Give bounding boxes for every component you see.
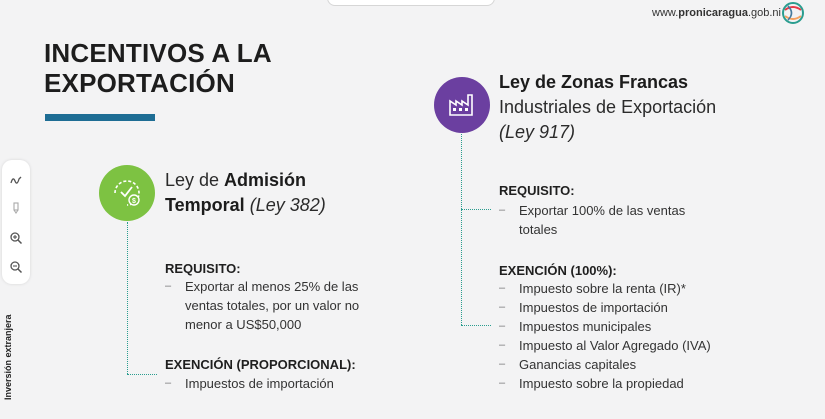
- zonas-francas-badge: [434, 77, 490, 133]
- annotation-toolbar: [2, 160, 30, 284]
- left-requisito-list: [165, 277, 395, 334]
- vertical-section-label: Inversión extranjera: [3, 314, 13, 400]
- svg-text:$: $: [132, 198, 136, 205]
- list-item: [499, 298, 799, 317]
- connector-vertical-right: [461, 134, 462, 325]
- list-item: [165, 374, 395, 393]
- list-item: [499, 279, 799, 298]
- list-item: [499, 355, 799, 374]
- factory-icon: [434, 77, 490, 133]
- list-item-text: Exportar 100% de las ventas totales: [519, 203, 686, 237]
- website-url: [652, 7, 781, 19]
- pen-icon[interactable]: [9, 173, 23, 187]
- admission-temporal-heading: [165, 168, 365, 218]
- title-line-2: EXPORTACIÓN: [44, 68, 235, 98]
- list-item-text: Impuesto sobre la propiedad: [519, 376, 684, 391]
- right-requisito-title: REQUISITO:: [499, 183, 575, 198]
- list-item-text: Exportar al menos 25% de las ventas totales, por un valor no menor a US$50,000: [185, 279, 360, 332]
- list-item-text: Impuestos de importación: [519, 300, 668, 315]
- website-prefix: www.: [652, 7, 679, 19]
- connector-horizontal-left: [127, 374, 157, 375]
- website-suffix: .gob.ni: [747, 7, 781, 19]
- heading-prefix: Ley de: [165, 170, 225, 190]
- dash-bullet-icon: –: [165, 280, 172, 292]
- right-exencion-list: [499, 279, 799, 393]
- list-item-text: Impuestos municipales: [519, 319, 652, 334]
- right-requisito-list: [499, 201, 709, 239]
- dash-bullet-icon: –: [499, 301, 506, 313]
- list-item: [499, 374, 799, 393]
- left-exencion-list: [165, 374, 395, 393]
- list-item-text: Impuestos de importación: [185, 376, 334, 391]
- highlighter-icon[interactable]: [9, 201, 23, 215]
- connector-horizontal-right-2: [461, 325, 491, 326]
- list-item: [499, 317, 799, 336]
- list-item: [499, 201, 709, 239]
- dash-bullet-icon: –: [499, 204, 506, 216]
- list-item: [499, 336, 799, 355]
- list-item-text: Impuesto al Valor Agregado (IVA): [519, 338, 711, 353]
- pronicaragua-logo-icon: [781, 1, 805, 25]
- left-requisito-title: REQUISITO:: [165, 261, 241, 276]
- list-item: [165, 277, 395, 334]
- connector-vertical-left: [127, 222, 128, 374]
- heading-law-number: (Ley 382): [249, 195, 326, 215]
- dash-bullet-icon: –: [499, 320, 506, 332]
- check-coin-icon: [99, 165, 155, 221]
- dash-bullet-icon: –: [499, 339, 506, 351]
- heading-law-name: Ley de Zonas Francas: [499, 72, 689, 92]
- dash-bullet-icon: –: [499, 358, 506, 370]
- title-line-1: INCENTIVOS A LA: [44, 38, 272, 68]
- zoom-in-icon[interactable]: [9, 231, 23, 245]
- website-domain-bold: pronicaragua: [678, 7, 748, 19]
- zoom-out-icon[interactable]: [9, 260, 23, 274]
- list-item-text: Ganancias capitales: [519, 357, 637, 372]
- heading-law-subtitle: Industriales de Exportación: [499, 97, 717, 117]
- dash-bullet-icon: –: [165, 377, 172, 389]
- page-title: [44, 38, 344, 98]
- right-exencion-title: EXENCIÓN (100%):: [499, 263, 617, 278]
- left-exencion-title: EXENCIÓN (PROPORCIONAL):: [165, 357, 356, 372]
- top-tab-handle[interactable]: [327, 0, 495, 6]
- heading-law-name: Admisión Temporal: [165, 170, 307, 215]
- heading-law-number: (Ley 917): [499, 122, 576, 142]
- admission-temporal-badge: [99, 165, 155, 221]
- connector-horizontal-right-1: [461, 209, 491, 210]
- title-underline: [45, 114, 155, 121]
- zonas-francas-heading: [499, 70, 729, 145]
- dash-bullet-icon: –: [499, 377, 506, 389]
- list-item-text: Impuesto sobre la renta (IR)*: [519, 281, 686, 296]
- dash-bullet-icon: –: [499, 282, 506, 294]
